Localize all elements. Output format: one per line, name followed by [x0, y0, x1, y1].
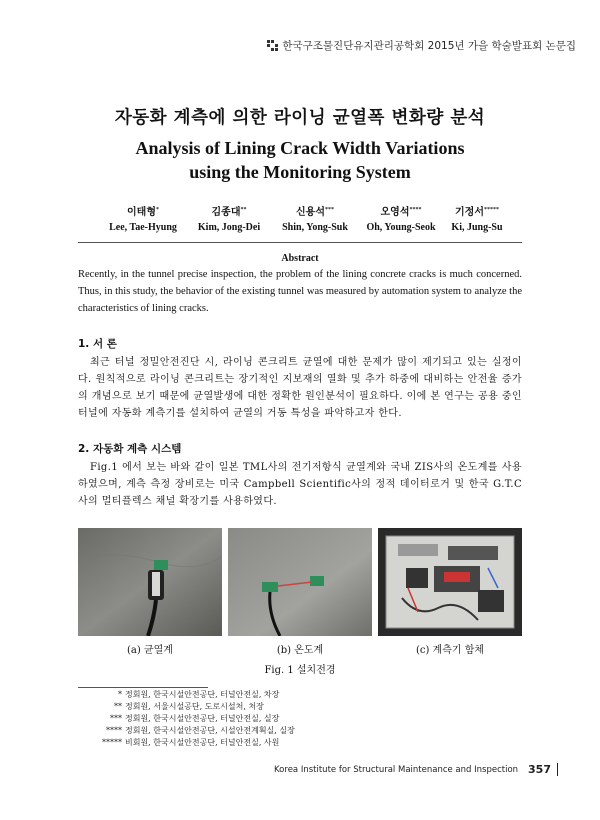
footnote-mark: *****	[102, 738, 122, 747]
footnote-mark: ***	[110, 714, 122, 723]
footnote-divider	[78, 687, 208, 688]
author-mark: ***	[324, 207, 334, 213]
figure-caption-b: (b) 온도계	[276, 645, 324, 656]
author-mark: *****	[483, 207, 499, 213]
paper-title-english-line1: Analysis of Lining Crack Width Variations	[135, 138, 465, 158]
author-name-korean: 오영석	[380, 207, 410, 218]
journal-logo-icon	[267, 40, 278, 51]
journal-name: 한국구조물진단유지관리공학회 2015년 가을 학술발표회 논문집	[282, 40, 576, 52]
journal-header	[267, 38, 576, 53]
author-name-korean: 이태형	[127, 207, 156, 218]
author-name-korean: 신용석	[296, 207, 325, 218]
footnote-mark: ****	[106, 726, 122, 735]
divider	[78, 242, 522, 243]
thermometer-photo	[228, 528, 372, 636]
page-number: 357	[528, 763, 558, 776]
paper-title-korean: 자동화 계측에 의한 라이닝 균열폭 변화량 분석	[114, 108, 486, 128]
paper-title-english-line2: using the Monitoring System	[189, 162, 411, 182]
paper-title-english	[0, 136, 600, 184]
author-name-english: Lee, Tae-Hyung	[109, 222, 177, 233]
section-heading: 2. 자동화 계측 시스템	[78, 443, 182, 455]
author-name-english: Shin, Yong-Suk	[282, 222, 348, 233]
footnote-mark: *	[118, 690, 122, 699]
abstract-text: Recently, in the tunnel precise inspection, the problem of the lining concrete cracks is much concerned. Thus, in this study, the behavior of the existing tunnel was measured by automation system to analyze the characteristics of lining cracks.	[78, 269, 522, 314]
footnote-text: 정회원, 한국시설안전공단, 터널안전실, 실장	[125, 714, 280, 723]
section-text: 최근 터널 정밀안전진단 시, 라이닝 콘크리트 균열에 대한 문제가 많이 제기되고 있는 실정이다. 원칙적으로 라이닝 콘크리트는 장기적인 지보재의 열화 및 추가 하중에 대비하는 안전율 증가의 개념으로 보기 때문에 균열발생에 대한 정확한 원인분석이 필요하다. 이에 본 연구는 공용 중인 터널에 자동화 계측기를 설치하여 균열의 거동 특성을 파악하고자 한다.	[78, 357, 522, 419]
author-name-english: Ki, Jung-Su	[451, 222, 503, 233]
footnote-text: 정회원, 한국시설안전공단, 터널안전실, 차장	[125, 690, 280, 699]
author-name-english: Oh, Young-Seok	[366, 222, 436, 233]
section-heading: 1. 서 론	[78, 338, 117, 350]
footnote-mark: **	[114, 702, 122, 711]
footnote	[78, 725, 295, 737]
logger-box-photo	[378, 528, 522, 636]
abstract-heading: Abstract	[281, 253, 319, 264]
author	[422, 205, 532, 235]
footnote	[78, 737, 295, 749]
author-name-korean: 기정서	[455, 207, 484, 218]
author-mark: **	[240, 207, 247, 213]
author-name-english: Kim, Jong-Dei	[197, 222, 261, 233]
footnote	[78, 713, 295, 725]
figure-caption-c: (c) 계측기 함체	[415, 645, 485, 656]
author-name-korean: 김종대	[211, 207, 241, 218]
footnote	[78, 701, 295, 713]
crack-gauge-photo	[78, 528, 222, 636]
footer-org: Korea Institute for Structural Maintenance and Inspection	[274, 764, 519, 775]
figure-caption-a: (a) 균열계	[127, 645, 173, 656]
footnote	[78, 689, 295, 701]
author-mark: ****	[409, 207, 422, 213]
footnote-text: 정회원, 한국시설안전공단, 시설안전계획실, 실장	[125, 726, 295, 735]
figure-label: Fig. 1 설치전경	[264, 665, 336, 676]
footnote-text: 비회원, 한국시설안전공단, 터널안전실, 사원	[125, 738, 280, 747]
page-footer	[274, 763, 558, 776]
footnotes	[78, 689, 295, 749]
author-mark: *	[155, 207, 159, 213]
section-text: Fig.1 에서 보는 바와 같이 일본 TML사의 전기저항식 균열계와 국내 ZIS사의 온도계를 사용하였으며, 계측 측정 장비로는 미국 Campbell Scientific사의 정적 데이터로거 및 한국 G.T.C사의 멀티플렉스 채널 확장기를 사용하였다.	[78, 462, 522, 507]
footnote-text: 정회원, 서울시설공단, 도로시설처, 처장	[125, 702, 264, 711]
